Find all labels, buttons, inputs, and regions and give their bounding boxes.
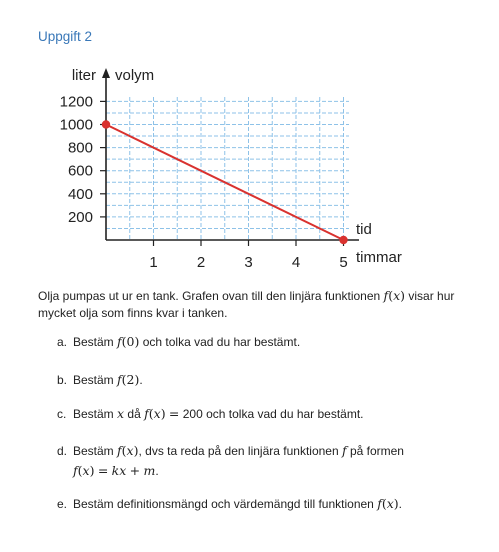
task-d-formula: f(x) = kx + m. — [73, 463, 159, 478]
x-tick-label: 3 — [244, 254, 253, 271]
endpoint-marker — [102, 120, 110, 128]
y-axis-arrow — [102, 68, 110, 78]
endpoint-marker — [339, 236, 347, 244]
intro-paragraph: Olja pumpas ut ur en tank. Grafen ovan till den linjära funktionen f(x) visar hur mycket olja som finns kvar i tanken. — [38, 288, 455, 320]
x-tick-label: 2 — [196, 254, 206, 271]
task-c — [57, 404, 364, 424]
x-tick-label: 4 — [291, 254, 301, 271]
task-d-label: d. — [57, 444, 68, 458]
y-unit-label: liter — [71, 67, 96, 84]
y-tick-label: 800 — [67, 139, 93, 157]
task-c-text: Bestäm x då f(x) = 200 och tolka vad du har bestämt. — [73, 406, 364, 421]
chart-labels — [72, 67, 402, 266]
x-axis-label: tid — [356, 221, 372, 238]
x-tick-label: 5 — [339, 254, 348, 271]
y-tick-label: 1200 — [59, 93, 93, 111]
y-tick-label: 200 — [67, 208, 93, 226]
task-d — [57, 441, 404, 481]
chart-grid — [106, 97, 349, 240]
task-c-label: c. — [57, 407, 67, 421]
task-b — [57, 370, 143, 390]
task-e-label: e. — [57, 497, 68, 511]
y-tick-label: 1000 — [59, 116, 93, 134]
x-tick-label: 1 — [149, 254, 158, 271]
task-a — [57, 332, 300, 352]
task-e-text: Bestäm definitionsmängd och värdemängd till funktionen f(x). — [73, 496, 403, 511]
task-heading: Uppgift 2 — [38, 29, 93, 44]
task-a-label: a. — [57, 335, 68, 349]
chart-axes — [102, 68, 359, 240]
y-tick-label: 600 — [67, 162, 93, 180]
task-b-text: Bestäm f(2). — [73, 372, 143, 387]
y-axis-label: volym — [115, 67, 155, 84]
task-a-text: Bestäm f(0) och tolka vad du har bestämt. — [73, 334, 301, 349]
y-tick-label: 400 — [67, 185, 93, 203]
task-d-text: Bestäm f(x), dvs ta reda på den linjära funktionen f på formen — [73, 443, 404, 458]
task-e — [57, 494, 402, 514]
task-b-label: b. — [57, 373, 68, 387]
x-unit-label: timmar — [356, 249, 402, 266]
